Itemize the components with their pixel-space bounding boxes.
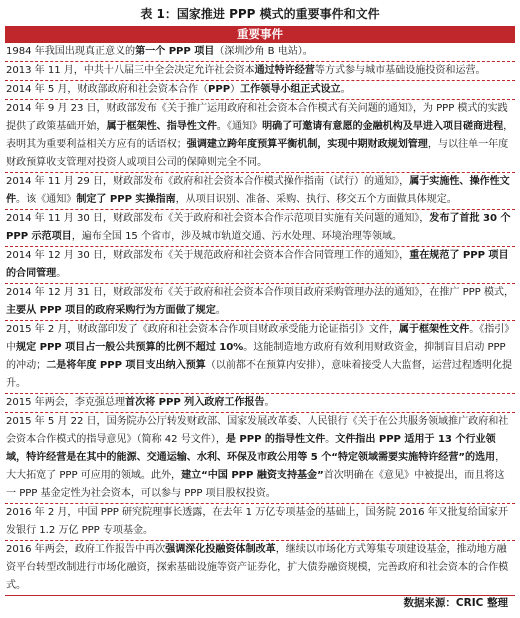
- event-text: （深圳沙角 B 电站）。: [214, 46, 313, 57]
- event-text: ）: [230, 84, 241, 95]
- event-text: ，表明其为重要利益相关方应有的话语权；: [6, 121, 514, 150]
- event-row: [5, 81, 515, 100]
- event-row: [5, 173, 515, 210]
- event-text: 。: [340, 84, 351, 95]
- table-header: 重要事件: [5, 26, 515, 43]
- data-source: 数据来源：CRIC 整理: [403, 597, 508, 609]
- event-text-bold: 属于实施性、操作性文件: [6, 176, 510, 205]
- event-text: 。: [56, 268, 67, 279]
- event-text: ，从项目识别、准备、采购、执行、移交五个方面做具体规定。: [175, 194, 457, 205]
- event-text-bold: 是 PPP 的指导性文件: [225, 434, 326, 445]
- event-text: 2014 年 12 月 30 日，财政部发布《关于规范政府和社会资本合作合同管理工作的通知》，: [6, 250, 410, 261]
- event-text: ，遍布全国 15 个省市，涉及城市轨道交通、污水处理、环境治理等领域。: [71, 231, 403, 242]
- event-text: （以前都不在预算内安排），意味着接受人大监督，运营过程透明化提升。: [6, 360, 513, 389]
- event-text-bold: 二是将年度 PPP 项目支出纳入预算: [46, 360, 206, 371]
- event-text: ，与以往单一年度财政预算收支管理对投资人或项目公司的保障则完全不同。: [6, 139, 509, 168]
- event-text-bold: PPP: [208, 84, 231, 95]
- event-row: [5, 394, 515, 413]
- event-text-bold: 工作领导小组正式设立: [240, 84, 341, 95]
- event-text: 。这能制造地方政府有效利用财政资金，抑制盲目启动 PPP 的冲动；: [6, 342, 506, 371]
- event-row: [5, 504, 515, 541]
- event-text-bold: 明确了可邀请有意愿的金融机构及早进入项目磋商进程: [262, 121, 504, 132]
- event-text: 。《指引》中: [6, 324, 510, 353]
- event-row: [5, 541, 515, 596]
- event-text-bold: 建立“中国 PPP 融资支持基金”: [181, 470, 324, 481]
- event-text: 2015 年两会，李克强总理: [6, 397, 126, 408]
- event-text: 2016 年两会，政府工作报告中再次: [6, 544, 166, 555]
- events-table: [5, 43, 515, 596]
- event-text: 2014 年 12 月 31 日，财政部发布《关于政府和社会资本合作项目政府采购管理办法的通知》，在推广 PPP 模式，: [6, 287, 514, 298]
- event-text: 2015 年 5 月 22 日，国务院办公厅转发财政部、国家发展改革委、人民银行《关于在公共服务领域推广政府和社会资本合作模式的指导意见》（简称 42 号文件），: [6, 416, 509, 445]
- event-text: 2016 年 2 月，中国 PPP 研究院理事长透露，在去年 1 万亿专项基金的基础上，国务院 2016 年又批复给国家开发银行 1.2 万亿 PPP 专项基金。: [6, 507, 508, 536]
- event-text-bold: 制定了 PPP 实操指南: [76, 194, 176, 205]
- event-text: 2014 年 11 月 30 日，财政部发布《关于政府和社会资本合作示范项目实施有关问题的通知》，: [6, 213, 430, 224]
- event-text: ，继续以市场化方式筹集专项建设基金，推动地方融资平台转型改制进行市场化融资，探索基础设施等资产证券化，扩大债券融资规模，完善政府和社会资本的合作模式。: [6, 544, 509, 591]
- event-text: 等方式参与城市基础设施投资和运营。: [314, 65, 486, 76]
- event-text-bold: 强调深化投融资体制改革: [165, 544, 276, 555]
- event-text-bold: 第一个 PPP 项目: [135, 46, 215, 57]
- event-text-bold: 通过特许经营: [254, 65, 315, 76]
- event-text: 。: [264, 397, 275, 408]
- event-text-bold: 属于框架性文件: [398, 324, 470, 335]
- event-text-bold: 强调建立跨年度预算平衡机制，实现中期财政规划管理: [186, 139, 428, 150]
- event-text: 2013 年 11 月，中共十八届三中全会决定允许社会资本: [6, 65, 255, 76]
- event-text-bold: 重在规范了 PPP 项目的合同管理: [6, 250, 509, 279]
- event-row: [5, 62, 515, 81]
- event-row: [5, 284, 515, 321]
- event-text: 。《通知》: [216, 121, 263, 132]
- event-text: ，大大拓宽了 PPP 可应用的领域。此外，: [6, 452, 506, 481]
- event-text: 2015 年 2 月，财政部印发了《政府和社会资本合作项目财政承受能力论证指引》文件，: [6, 324, 399, 335]
- table-title: 表 1：国家推进 PPP 模式的重要事件和文件: [140, 7, 380, 21]
- event-row: [5, 413, 515, 504]
- event-text-bold: 首次将 PPP 列入政府工作报告: [125, 397, 265, 408]
- event-text: 2014 年 11 月 29 日，财政部发布《政府和社会资本合作模式操作指南（试行）的通知》，: [6, 176, 410, 187]
- event-text: 2014 年 5 月，财政部政府和社会资本合作（: [6, 84, 209, 95]
- event-row: [5, 321, 515, 394]
- event-row: [5, 247, 515, 284]
- event-text-bold: 属于框架性、指导性文件: [106, 121, 217, 132]
- event-row: [5, 100, 515, 173]
- event-text-bold: 主要从 PPP 项目的政府采购行为方面做了规定: [6, 305, 216, 316]
- event-row: [5, 210, 515, 247]
- event-row: [5, 43, 515, 62]
- event-text: 2014 年 9 月 23 日，财政部发布《关于推广运用政府和社会资本合作模式有关问题的通知》，为 PPP 模式的实践提供了政策基础开始，: [6, 103, 508, 132]
- event-text: 。该《通知》: [16, 194, 77, 205]
- event-text: 。: [215, 305, 226, 316]
- event-text-bold: 规定 PPP 项目占一般公共预算的比例不超过 10%: [16, 342, 244, 353]
- event-text-bold: 文件指出 PPP 适用于 13 个行业领域，特许经营是在其中的能源、交通运输、水利、环保及市政公用等 5 个“特定领域需要实施特许经营”的选用: [6, 434, 496, 463]
- event-text: 1984 年我国出现真正意义的: [6, 46, 136, 57]
- event-text: 。: [325, 434, 336, 445]
- event-text: 首次明确在《意见》中被提出，而且将这一 PPP 基金定性为社会资本，可以参与 PPP 项目股权投资。: [6, 470, 505, 499]
- event-text-bold: 发布了首批 30 个 PPP 示范项目: [6, 213, 511, 242]
